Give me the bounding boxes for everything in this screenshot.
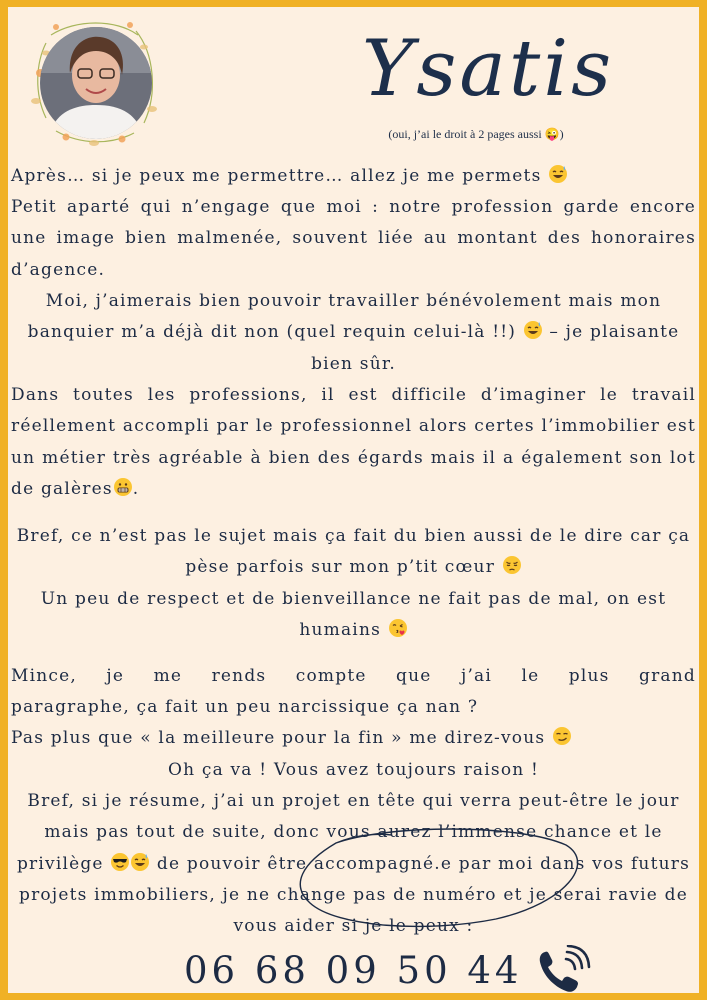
paragraph-7b: paragraphe, ça fait un peu narcissique ça nan ? — [11, 697, 479, 717]
paragraph-7: Mince, je me rends compte que j’ai le plus grand — [11, 666, 696, 686]
paragraph-10: Bref, si je résume, j’ai un projet en tête qui verra peut-être le jour mais pas tout de suite, donc vous aurez l’immense chance et le privilège de pouvoir être accompagné.e par moi dans vos futurs projets immobiliers, je ne change pas de numéro et je serai ravie de vous aider si je le peux : — [16, 791, 691, 937]
sweat-smile-icon — [130, 852, 150, 872]
kiss-icon — [388, 618, 408, 638]
profile-photo — [26, 13, 162, 149]
floral-wreath-icon — [26, 13, 162, 149]
grimace-icon — [113, 477, 133, 497]
paragraph-5: Bref, ce n’est pas le sujet mais ça fait du bien aussi de le dire car ça pèse parfois sur mon p’tit cœur — [16, 526, 691, 578]
sunglasses-icon — [110, 852, 130, 872]
paragraph-6: Un peu de respect et de bienveillance ne fait pas de mal, on est humains — [40, 589, 667, 641]
flyer-page — [8, 7, 699, 993]
phone-icon — [536, 945, 592, 993]
phone-contact — [178, 945, 598, 993]
paragraph-1: Après… si je peux me permettre… allez je me permets — [11, 161, 696, 192]
sweat-smile-icon — [523, 320, 543, 340]
page-title — [338, 13, 638, 123]
pensive-icon — [502, 555, 522, 575]
paragraph-4: Dans toutes les professions, il est difficile d’imaginer le travail réellement accompli par le professionnel alors certes l’immobilier est un métier très agréable à bien des égards mais il a également son lot de galères . — [11, 385, 696, 499]
paragraph-9: Oh ça va ! Vous avez toujours raison ! — [167, 760, 540, 780]
smirk-icon — [552, 726, 572, 746]
paragraph-2: Petit aparté qui n’engage que moi : notre profession garde encore une image bien malmenée, souvent liée au montant des honoraires d’agence. — [11, 197, 696, 280]
title-text: Ysatis — [361, 24, 615, 114]
sweat-smile-icon — [548, 164, 568, 184]
paragraph-3: Moi, j’aimerais bien pouvoir travailler bénévolement mais mon banquier m’a déjà dit non (quel requin celui-là !!) – je plaisante bien sûr. — [27, 291, 680, 374]
phone-number[interactable]: 06 68 09 50 44 — [184, 949, 523, 992]
paragraph-8: Pas plus que « la meilleure pour la fin » me direz-vous — [11, 723, 696, 754]
subtitle: (oui, j’ai le droit à 2 pages aussi 😜) — [388, 127, 564, 141]
hand-drawn-oval-icon — [296, 823, 596, 933]
